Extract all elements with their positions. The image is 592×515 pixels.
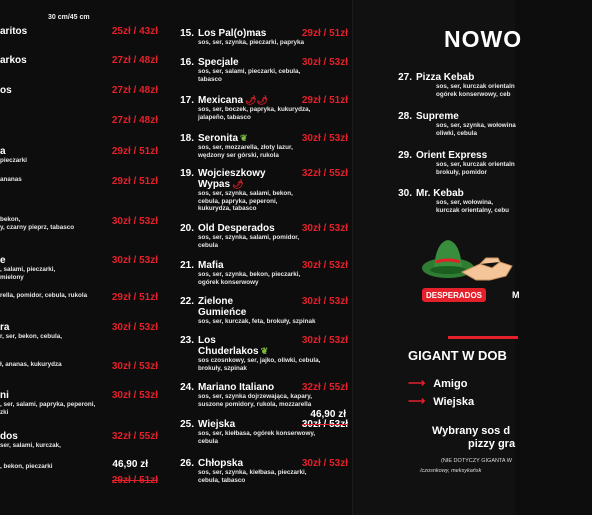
ingredients-line: ł, ananas, kukurydza bbox=[0, 361, 62, 368]
desperados-logo bbox=[420, 228, 520, 314]
ingredients-line: bekon, bbox=[0, 216, 21, 223]
pizza-name-text: Old Desperados bbox=[198, 223, 275, 234]
new-menu-item bbox=[392, 150, 592, 176]
item-number: 30. bbox=[398, 188, 412, 199]
ingredients-line: r, ser, bekon, cebula, bbox=[0, 333, 62, 340]
pizza-price: 30zł / 53zł bbox=[301, 296, 348, 307]
menu-item bbox=[0, 176, 160, 187]
pizza-price: 30zł / 53zł bbox=[111, 255, 158, 266]
ingredients-line: ogórek konserwowy, ceb bbox=[436, 90, 511, 98]
size-header: 30 cm/45 cm bbox=[48, 14, 90, 21]
ingredients-line: , ser, salami, papryka, peperoni, bbox=[0, 401, 96, 408]
ingredients-line: kurczak orientalny, cebu bbox=[436, 206, 510, 214]
ingredients-line: sos, ser, wołowina, bbox=[436, 199, 494, 206]
ingredients-line: zki bbox=[0, 408, 9, 416]
ingredients-line: sos, ser, kiełbasa, ogórek konserwowy, bbox=[198, 430, 316, 437]
ingredients-line: cebula bbox=[198, 241, 218, 249]
menu-column-right bbox=[352, 0, 523, 515]
pizza-price: 30zł / 53zł bbox=[111, 390, 158, 401]
menu-item bbox=[172, 223, 350, 249]
ingredients-line: sos, ser, szynka, salami, pomidor, bbox=[198, 234, 300, 241]
ingredients-line: sos, ser, szynka dojrzewająca, kapary, bbox=[198, 393, 312, 400]
ingredients-line: y, czarny pieprz, tabasco bbox=[0, 223, 75, 231]
menu-item bbox=[0, 55, 160, 66]
item-number: 27. bbox=[398, 72, 412, 83]
menu-item bbox=[172, 296, 350, 326]
note-line-1: (NIE DOTYCZY GIGANTA W bbox=[441, 458, 512, 464]
item-number: 20. bbox=[180, 223, 194, 234]
pizza-price: 27zł / 48zł bbox=[111, 115, 158, 126]
gigant-item-amigo: ⟶ Amigo bbox=[408, 376, 468, 390]
ingredients-line: sos, ser, kurczak orientaln bbox=[436, 161, 515, 168]
menu-item bbox=[172, 335, 350, 372]
pizza-name-text: Mr. Kebab bbox=[416, 188, 464, 199]
ingredients-line: sos czosnkowy, ser, jajko, oliwki, cebula, bbox=[198, 357, 321, 364]
ingredients-line: tabasco bbox=[198, 75, 222, 83]
gigant-item-wiejska: ⟶ Wiejska bbox=[408, 394, 475, 408]
pizza-name: a bbox=[0, 146, 6, 157]
ingredients-line: ser, salami, kurczak, bbox=[0, 442, 61, 449]
pizza-name-text: Orient Express bbox=[416, 150, 488, 161]
pizza-price: 30zł / 53zł bbox=[301, 335, 348, 346]
pizza-name-line bbox=[172, 179, 350, 190]
new-menu-item bbox=[392, 111, 592, 137]
menu-item bbox=[0, 255, 160, 281]
pizza-name-line: Wojcieszkowy bbox=[198, 168, 266, 179]
item-number: 28. bbox=[398, 111, 412, 122]
chili-icon: 🌶 bbox=[232, 179, 244, 189]
ingredients-line: sos, ser, boczek, papryka, kukurydza, bbox=[198, 106, 311, 113]
ingredients-line: brokuły, pomidor bbox=[436, 168, 487, 176]
item-number: 21. bbox=[180, 260, 194, 271]
pizza-price: 27zł / 48zł bbox=[111, 85, 158, 96]
ingredients-line: suszone pomidory, rukola, mozzarella bbox=[198, 400, 312, 408]
ingredients-line: ananas bbox=[0, 176, 22, 183]
pizza-name: dos bbox=[0, 431, 18, 442]
pizza-name-rest: Gumieńce bbox=[198, 307, 247, 318]
pizza-name: aritos bbox=[0, 26, 28, 37]
menu-item bbox=[0, 292, 160, 303]
leaf-icon: ❦ bbox=[240, 133, 248, 143]
pizza-price: 29zł / 51zł bbox=[111, 176, 158, 187]
pizza-price: 30zł / 53zł bbox=[301, 133, 348, 144]
pizza-name-line: Zielone bbox=[198, 296, 234, 307]
pizza-name-rest: Wypas bbox=[198, 179, 231, 190]
ingredients-line: brokuły, szpinak bbox=[198, 364, 247, 372]
note-line-2: /czosnkowy, meksykańsk bbox=[420, 468, 482, 474]
pizza-price: 32zł / 55zł bbox=[301, 382, 348, 393]
ingredients-line: sos, ser, szynka, wołowina bbox=[436, 122, 516, 129]
arrow-right-icon: ⟶ bbox=[408, 376, 426, 390]
menu-item bbox=[172, 133, 350, 159]
pizza-name bbox=[392, 111, 592, 122]
pizza-price: 29zł / 51zł bbox=[111, 475, 158, 486]
menu-item bbox=[0, 390, 160, 416]
leaf-icon: ❦ bbox=[260, 346, 269, 356]
item-number: 24. bbox=[180, 382, 194, 393]
menu-column-left bbox=[0, 0, 160, 515]
menu-column-middle bbox=[172, 0, 350, 515]
menu-item bbox=[0, 85, 160, 96]
pizza-name-text: Wiejska bbox=[198, 419, 236, 430]
ingredients-line: ogórek konserwowy bbox=[198, 278, 259, 286]
ingredients-line: sos, ser, salami, pieczarki, cebula, bbox=[198, 68, 301, 75]
item-number: 16. bbox=[180, 57, 194, 68]
ingredients-line: mielony bbox=[0, 273, 24, 281]
item-number: 18. bbox=[180, 133, 194, 144]
pizza-name-text: Mariano Italiano bbox=[198, 382, 275, 393]
menu-item bbox=[172, 28, 350, 47]
pizza-price: 30zł / 53zł bbox=[301, 419, 348, 430]
pizza-price: 30zł / 53zł bbox=[301, 260, 348, 271]
ingredients-line: sos, ser, mozzarella, złoty lazur, bbox=[198, 144, 293, 151]
pizza-price: 29zł / 51zł bbox=[301, 95, 348, 106]
ingredients-line: sos, ser, szynka, pieczarki, papryka bbox=[198, 39, 305, 46]
pizza-price: 29zł / 51zł bbox=[111, 146, 158, 157]
pizza-name-text: Mexicana bbox=[198, 95, 244, 106]
item-number: 26. bbox=[180, 458, 194, 469]
pizza-price: 30zł / 53zł bbox=[111, 216, 158, 227]
section-divider bbox=[448, 336, 518, 339]
gigant-price: 46,90 zł bbox=[310, 409, 346, 420]
menu-item bbox=[172, 260, 350, 286]
ingredients-line: cebula bbox=[198, 437, 218, 445]
pizza-name: e bbox=[0, 255, 6, 266]
ingredients-line: rella, pomidor, cebula, rukola bbox=[0, 292, 88, 299]
ingredients-line: sos, ser, szynka, salami, bekon, bbox=[198, 190, 293, 197]
new-menu-item bbox=[392, 188, 592, 214]
pizza-name bbox=[392, 72, 592, 83]
pizza-name: arkos bbox=[0, 55, 27, 66]
pizza-price: 29zł / 51zł bbox=[111, 292, 158, 303]
pizza-price: 30zł / 53zł bbox=[301, 57, 348, 68]
menu-item bbox=[172, 458, 350, 484]
pizza-name-text: Seronita bbox=[198, 133, 239, 144]
menu-item bbox=[0, 431, 160, 450]
pizza-price: 30zł / 53zł bbox=[301, 223, 348, 234]
item-number: 15. bbox=[180, 28, 194, 39]
gigant-title: GIGANT W DOB bbox=[408, 348, 507, 363]
item-number: 29. bbox=[398, 150, 412, 161]
pizza-price: 30zł / 53zł bbox=[111, 322, 158, 333]
menu-item bbox=[0, 322, 160, 341]
pizza-name-text: Mafia bbox=[198, 260, 224, 271]
pizza-name-line: Los bbox=[198, 335, 216, 346]
ingredients-line: , bekon, pieczarki bbox=[0, 463, 53, 470]
menu-item bbox=[0, 216, 160, 231]
pizza-name-rest: Chuderlakos bbox=[198, 346, 259, 357]
ingredients-line: sos, ser, szynka, bekon, pieczarki, bbox=[198, 271, 301, 278]
menu-item bbox=[172, 382, 350, 408]
menu-item bbox=[172, 168, 350, 213]
item-number: 17. bbox=[180, 95, 194, 106]
ingredients-line: sos, ser, kurczak, feta, brokuły, szpinak bbox=[198, 318, 316, 325]
new-menu-item bbox=[392, 72, 592, 98]
pizza-name-text: Specjale bbox=[198, 57, 239, 68]
ingredients-line: cebula, papryka, peperoni, bbox=[198, 197, 278, 205]
ingredients-line: , salami, pieczarki, bbox=[0, 266, 56, 273]
pizza-price: 29zł / 51zł bbox=[301, 28, 348, 39]
pizza-name: ra bbox=[0, 322, 10, 333]
pizza-price: 30zł / 53zł bbox=[111, 361, 158, 372]
logo-side-text: M bbox=[512, 290, 520, 300]
menu-item bbox=[0, 459, 160, 486]
pizza-name bbox=[392, 188, 592, 199]
promo-line-2: pizzy gra bbox=[468, 438, 516, 450]
sombrero-handshake-logo bbox=[420, 228, 520, 314]
menu-item bbox=[172, 409, 350, 445]
ingredients-line: sos, ser, kurczak orientaln bbox=[436, 83, 515, 90]
pizza-name bbox=[392, 150, 592, 161]
gigant-price: 46,90 zł bbox=[112, 459, 148, 470]
promo-line-1: Wybrany sos d bbox=[432, 425, 511, 437]
menu-item bbox=[0, 146, 160, 165]
ingredients-line: cebula, tabasco bbox=[198, 476, 246, 484]
pizza-price: 27zł / 48zł bbox=[111, 55, 158, 66]
pizza-name-line bbox=[172, 346, 350, 357]
new-section-title: NOWO bbox=[444, 26, 523, 52]
pizza-name-text: Los Pal(o)mas bbox=[198, 28, 267, 39]
pizza-name: os bbox=[0, 85, 12, 96]
pizza-name: ni bbox=[0, 390, 9, 401]
menu-item bbox=[0, 361, 160, 372]
pizza-name-text: Pizza Kebab bbox=[416, 72, 475, 83]
ingredients-line: sos, ser, szynka, kiełbasa, pieczarki, bbox=[198, 469, 307, 476]
item-number: 22. bbox=[180, 296, 194, 307]
item-number: 19. bbox=[180, 168, 194, 179]
arrow-right-icon: ⟶ bbox=[408, 394, 426, 408]
logo-text: DESPERADOS bbox=[425, 291, 483, 300]
ingredients-line: wędzony ser górski, rukola bbox=[198, 151, 279, 159]
pizza-price: 25zł / 43zł bbox=[111, 26, 158, 37]
item-number: 23. bbox=[180, 335, 194, 346]
item-number: 25. bbox=[180, 419, 194, 430]
chili-icon: 🌶🌶 bbox=[245, 95, 268, 105]
pizza-price: 32zł / 55zł bbox=[301, 168, 348, 179]
menu-item bbox=[172, 57, 350, 83]
ingredients-line: kukurydza, tabasco bbox=[198, 205, 257, 213]
ingredients-line: pieczarki bbox=[0, 157, 27, 164]
pizza-price: 30zł / 53zł bbox=[301, 458, 348, 469]
ingredients-line: jalapeño, tabasco bbox=[198, 113, 251, 121]
ingredients-line: oliwki, cebula bbox=[436, 129, 477, 137]
pizza-price: 32zł / 55zł bbox=[111, 431, 158, 442]
pizza-name-text: Chłopska bbox=[198, 458, 244, 469]
pizza-name-line bbox=[172, 307, 350, 318]
menu-item bbox=[172, 95, 350, 121]
pizza-name-text: Supreme bbox=[416, 111, 459, 122]
menu-item bbox=[0, 26, 160, 37]
